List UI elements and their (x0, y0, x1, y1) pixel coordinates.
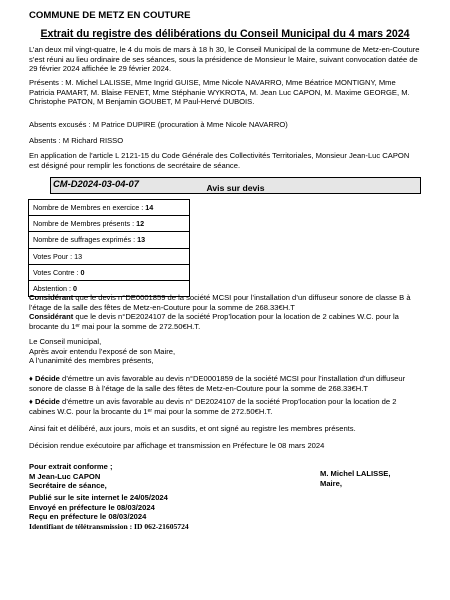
received-prefecture: Reçu en préfecture le 08/03/2024 (29, 512, 147, 522)
diamond-bullet-icon: ♦ (29, 374, 33, 383)
votes-cell (29, 248, 190, 264)
considerant-2-sup: er (75, 322, 80, 329)
considerant-word: Considérant (29, 312, 74, 322)
votes-row (29, 264, 190, 280)
votes-value: 14 (145, 203, 154, 213)
mayor-signature-block (320, 469, 390, 488)
votes-cell (29, 200, 190, 216)
intro-line-2: s’est réuni au lieu ordinaire de ses séances, sous la présidence de Monsieur le Maire, suivant convocation datée de (29, 54, 418, 64)
conseil-line-1: Le Conseil municipal, (29, 337, 102, 346)
execution-statement: Décision rendue exécutoire par affichage et transmission en Préfecture le 08 mars 2024 (29, 441, 325, 450)
intro-line-3: 29 février 2024 affichée le 29 février 2024. (29, 64, 172, 74)
votes-row (29, 248, 190, 264)
document-title: Extrait du registre des délibérations du Conseil Municipal du 4 mars 2024 (40, 28, 410, 40)
considerant-block (29, 293, 422, 331)
votes-row (29, 216, 190, 232)
mayor-role: Maire, (320, 478, 342, 488)
decide-2-text: d’émettre un avis favorable au devis n° DE2024107 de la société Prop’location pour la location de 2 (59, 397, 397, 406)
decide-2-block (29, 397, 422, 416)
absents: Absents : M Richard RISSO (29, 136, 124, 145)
sent-prefecture: Envoyé en préfecture le 08/03/2024 (29, 502, 155, 512)
presents-line-1: Présents : M. Michel LALISSE, Mme Ingrid GUISE, Mme Nicole NAVARRO, Mme Béatrice MONTIGNY, Mme (29, 78, 396, 87)
votes-cell (29, 216, 190, 232)
decide-1-line-1 (29, 374, 422, 384)
secretaire-line-1: En application de l’article L 2121-15 du Code Générale des Collectivités Territoriales, Monsieur Jean-Luc CAPON (29, 151, 410, 160)
commune-name: COMMUNE DE METZ EN COUTURE (29, 10, 191, 21)
secretary-name: M Jean-Luc CAPON (29, 471, 101, 481)
considerant-2-line-1: que le devis n°DE2024107 de la société Prop’location pour la location de 2 cabines W.C. pour la (73, 312, 399, 322)
publication-date: Publié sur le site internet le 24/05/2024 (29, 493, 168, 502)
presents-line-3: Christophe PATON, M Benjamin GOUBET, M Paul-Hervé DUBOIS. (29, 97, 255, 107)
decide-2-line-2a: cabines W.C. pour la brocante du 1 (29, 406, 148, 416)
considerant-1-line-1: que le devis n°DE0001859 de la société MCSI pour l’installation d’un diffuseur sonore de classe B à (73, 293, 411, 302)
secretaire-paragraph (29, 151, 422, 170)
decide-2-line-2 (29, 407, 422, 417)
closing-statement: Ainsi fait et délibéré, aux jours, mois et an susdits, et ont signé au registre les membres présents. (29, 424, 356, 433)
votes-value: 0 (72, 284, 77, 294)
votes-value: 13 (74, 251, 83, 261)
votes-value: 12 (136, 219, 145, 229)
conseil-line-2: Après avoir entendu l’exposé de son Maire, (29, 346, 176, 356)
decide-2-sup: er (147, 407, 153, 414)
votes-label: Votes Pour : (33, 251, 73, 261)
decide-1-block (29, 374, 422, 393)
deliberation-subject: Avis sur devis (206, 183, 265, 193)
votes-label: Nombre de Membres en exercice : (33, 203, 144, 213)
deliberation-id: CM-D2024-03-04-07 (53, 178, 139, 189)
decide-word: Décide (35, 397, 60, 406)
conseil-block (29, 337, 422, 366)
publication-block (29, 493, 189, 531)
decide-1-line-2: sonore de classe B à l’étage de la salle des fêtes de Metz-en-Couture pour la somme de 268.33€H.T (29, 383, 368, 393)
decide-1-text: d’émettre un avis favorable au devis n°DE0001859 de la société MCSI pour l’installation d’un diffuseur (59, 374, 406, 383)
considerant-1-line-2: l’étage de la salle des fêtes de Metz-en-Couture pour la somme de 268.33€H.T (29, 302, 295, 312)
votes-row (29, 200, 190, 216)
decide-2-line-2b: mai pour la somme de 272.50€H.T. (152, 406, 273, 416)
diamond-bullet-icon: ♦ (29, 397, 33, 406)
votes-label: Nombre de suffrages exprimés : (33, 235, 136, 245)
presents-paragraph (29, 78, 422, 107)
votes-label: Votes Contre : (33, 267, 79, 277)
considerant-1 (29, 293, 422, 303)
secretaire-line-2: est désigné pour remplir les fonctions de secrétaire de séance. (29, 160, 241, 170)
votes-label: Abstention : (33, 284, 71, 294)
votes-table (28, 199, 190, 297)
considerant-word: Considérant (29, 293, 74, 302)
mayor-name: M. Michel LALISSE, (320, 469, 391, 478)
votes-cell (29, 232, 190, 248)
votes-value: 13 (137, 235, 146, 245)
conseil-line-3: A l’unanimité des membres présents, (29, 356, 154, 366)
secretary-role: Secrétaire de séance, (29, 481, 107, 491)
decide-2-line-1 (29, 397, 422, 407)
votes-cell (29, 264, 190, 280)
votes-row (29, 232, 190, 248)
intro-paragraph (29, 45, 422, 74)
decide-word: Décide (35, 374, 60, 383)
presents-line-2: Patricia PAMART, M. Blaise FENET, Mme Stéphanie WYKROTA, M. Jean Luc CAPON, M. Maxime GEORGE, M. (29, 87, 410, 97)
transmission-id: Identifiant de télétransmission : ID 062-21605724 (29, 521, 189, 531)
considerant-2-line-2 (29, 322, 422, 332)
votes-label: Nombre de Membres présents : (33, 219, 135, 229)
pour-extrait: Pour extrait conforme ; (29, 462, 113, 471)
votes-value: 0 (80, 267, 85, 277)
considerant-2-line-2b: mai pour la somme de 272.50€H.T. (79, 321, 201, 331)
considerant-2-line-2a: brocante du 1 (29, 321, 76, 331)
considerant-2 (29, 312, 422, 322)
absents-excuses: Absents excusés : M Patrice DUPIRE (procuration à Mme Nicole NAVARRO) (29, 120, 288, 129)
secretary-signature-block (29, 462, 113, 491)
intro-line-1: L’an deux mil vingt-quatre, le 4 du mois de mars à 18 h 30, le Conseil Municipal de la commune de Metz-en-Couture (29, 45, 420, 54)
